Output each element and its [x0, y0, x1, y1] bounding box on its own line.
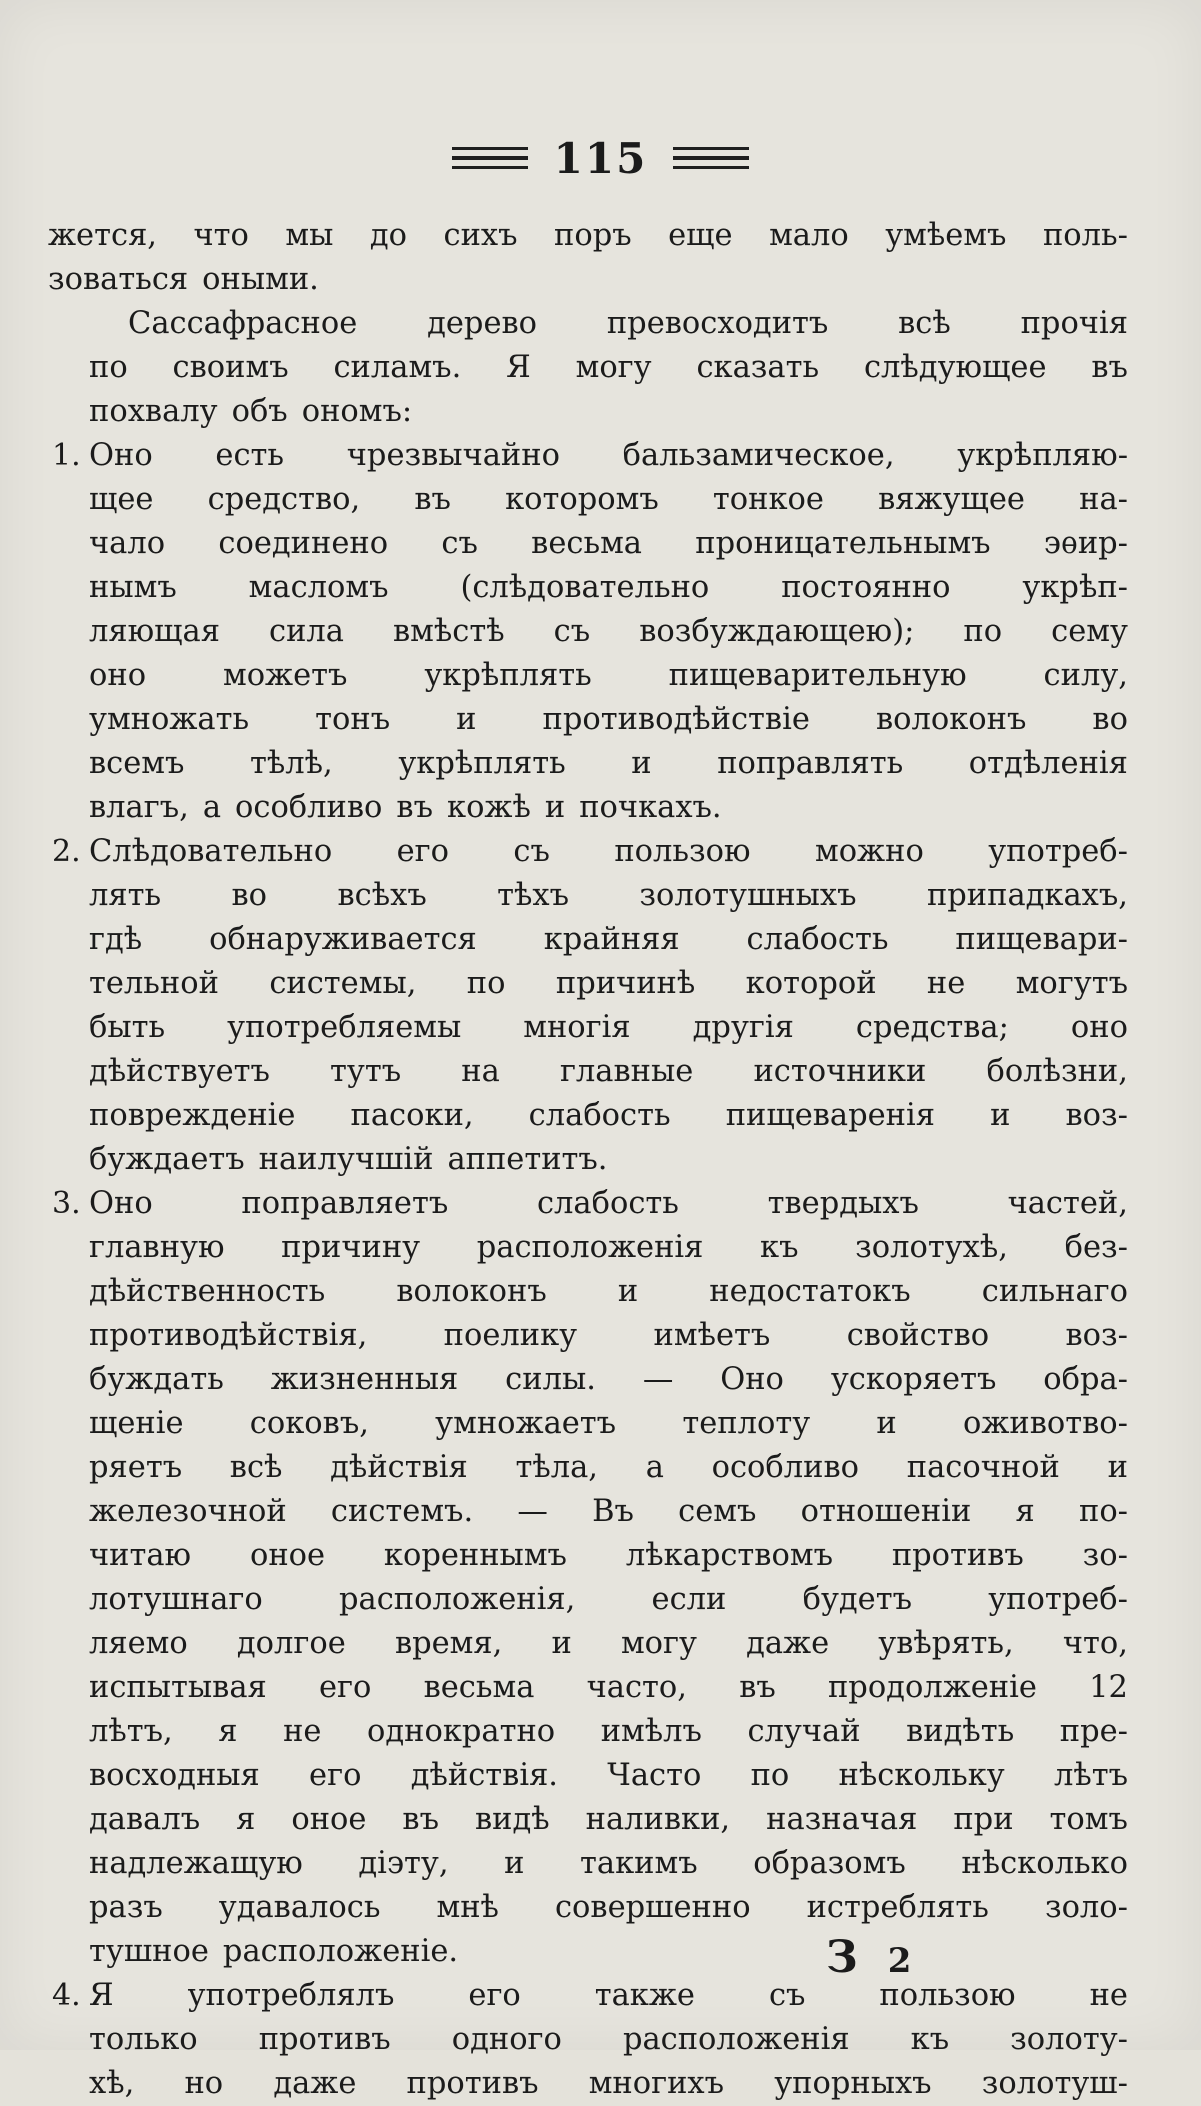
ornament-rule-right [673, 147, 749, 169]
text-line: щее средство, въ которомъ тонкое вяжущее на- [89, 482, 1128, 517]
item-number: 3. [52, 1186, 81, 1221]
text-line: главную причину расположенія къ золотухѣ, без- [89, 1230, 1128, 1265]
text-line: нымъ масломъ (слѣдовательно постоянно укрѣп- [89, 570, 1128, 605]
text-line: 4. Я употреблялъ его также съ пользою не [48, 1974, 1128, 2018]
text-line: всемъ тѣлѣ, укрѣплять и поправлять отдѣленія [89, 746, 1128, 781]
text-line: буждаетъ наилучшій аппетитъ. [89, 1142, 608, 1177]
page-header [0, 128, 1201, 188]
text-line: буждать жизненныя силы. — Оно ускоряетъ обра- [89, 1362, 1128, 1397]
text-line: только противъ одного расположенія къ золоту- [89, 2022, 1128, 2057]
text-line: лѣтъ, я не однократно имѣлъ случай видѣть пре- [89, 1714, 1128, 1749]
text-line: противодѣйствія, поелику имѣетъ свойство воз- [89, 1318, 1128, 1353]
text-line: умножать тонъ и противодѣйствіе волоконъ во [89, 702, 1128, 737]
text-line: ляемо долгое время, и могу даже увѣрять, что, [89, 1626, 1128, 1661]
text-line: дѣйствуетъ тутъ на главные источники болѣзни, [89, 1054, 1128, 1089]
signature-number: 2 [887, 1941, 912, 1981]
text-line: 3. Оно поправляетъ слабость твердыхъ частей, [48, 1182, 1128, 1226]
body-text [48, 214, 1128, 2106]
text-line: зоваться оными. [48, 262, 319, 297]
text-line: давалъ я оное въ видѣ наливки, назначая при томъ [89, 1802, 1128, 1837]
text-line: поврежденіе пасоки, слабость пищеваренія и воз- [89, 1098, 1128, 1133]
page-number: 115 [553, 133, 648, 183]
text-line: жется, что мы до сихъ поръ еще мало умѣемъ поль- [48, 218, 1128, 253]
text-line: похвалу объ ономъ: [89, 394, 413, 429]
signature-letter: З [826, 1932, 858, 1983]
item-number: 1. [52, 438, 81, 473]
text-line: надлежащую діэту, и такимъ образомъ нѣсколько [89, 1846, 1128, 1881]
text-line: разъ удавалось мнѣ совершенно истреблять золо- [89, 1890, 1128, 1925]
text-line: влагъ, а особливо въ кожѣ и почкахъ. [89, 790, 722, 825]
text-line: Сассафрасное дерево превосходитъ всѣ прочія [128, 306, 1128, 341]
item-number: 2. [52, 834, 81, 869]
text-line: гдѣ обнаруживается крайняя слабость пищевари- [89, 922, 1128, 957]
text-line: дѣйственность волоконъ и недостатокъ сильнаго [89, 1274, 1128, 1309]
text-line: быть употребляемы многія другія средства; оно [89, 1010, 1128, 1045]
text-line: оно можетъ укрѣплять пищеварительную силу, [89, 658, 1128, 693]
item-number: 4. [52, 1978, 81, 2013]
text-line: тушное расположеніе. [89, 1934, 459, 1969]
text-line: щеніе соковъ, умножаетъ теплоту и оживотво- [89, 1406, 1128, 1441]
text-line: хѣ, но даже противъ многихъ упорныхъ золотуш- [89, 2066, 1128, 2101]
text-line: читаю оное кореннымъ лѣкарствомъ противъ зо- [89, 1538, 1128, 1573]
text-line: 2. Слѣдовательно его съ пользою можно употреб- [48, 830, 1128, 874]
text-line: лотушнаго расположенія, если будетъ употреб- [89, 1582, 1128, 1617]
signature-mark [826, 1932, 941, 1983]
text-line: 1. Оно есть чрезвычайно бальзамическое, укрѣпляю- [48, 434, 1128, 478]
text-line: ряетъ всѣ дѣйствія тѣла, а особливо пасочной и [89, 1450, 1128, 1485]
text-line: железочной системъ. — Въ семъ отношеніи я по- [89, 1494, 1128, 1529]
text-line: испытывая его весьма часто, въ продолженіе 12 [89, 1670, 1128, 1705]
text-line: лять во всѣхъ тѣхъ золотушныхъ припадкахъ, [89, 878, 1128, 913]
text-line: восходныя его дѣйствія. Часто по нѣскольку лѣтъ [89, 1758, 1128, 1793]
text-line: тельной системы, по причинѣ которой не могутъ [89, 966, 1128, 1001]
text-line: чало соединено съ весьма проницательнымъ эѳир- [89, 526, 1128, 561]
ornament-rule-left [452, 147, 528, 169]
text-line: по своимъ силамъ. Я могу сказать слѣдующее въ [89, 350, 1128, 385]
text-line: ляющая сила вмѣстѣ съ возбуждающею); по сему [89, 614, 1128, 649]
